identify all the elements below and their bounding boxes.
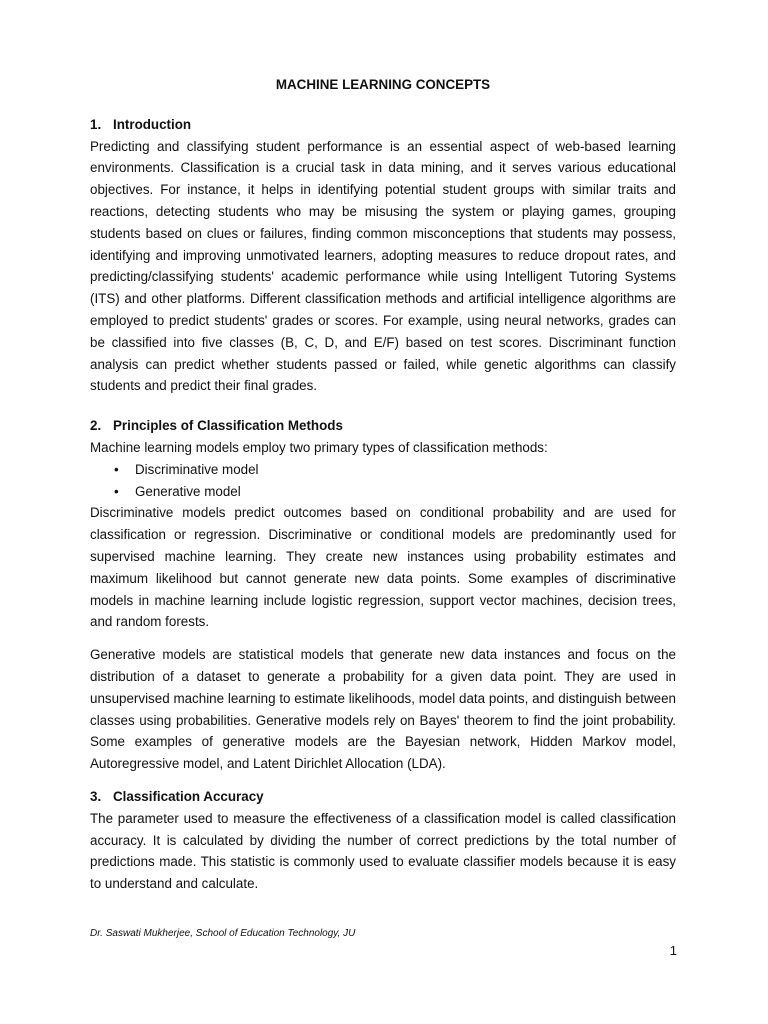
section-heading-introduction [90, 114, 676, 136]
introduction-paragraph: Predicting and classifying student performance is an essential aspect of web-based learning environments. Classification is a crucial task in data mining, and it serves various educational objectives. For instance, it helps in identifying potential student groups with similar traits and reactions, detecting students who may be misusing the system or playing games, grouping students based on clues or failures, finding common misconceptions that students may possess, identifying and improving unmotivated learners, adopting measures to reduce dropout rates, and predicting/classifying students' academic performance while using Intelligent Tutoring Systems (ITS) and other platforms. Different classification methods and artificial intelligence algorithms are employed to predict students' grades or scores. For example, using neural networks, grades can be classified into five classes (B, C, D, and E/F) based on test scores. Discriminant function analysis can predict whether students passed or failed, while genetic algorithms can classify students and predict their final grades. [90, 138, 676, 394]
list-item-label: Generative model [135, 483, 241, 499]
bullet-icon: • [114, 483, 119, 499]
page-number: 1 [669, 943, 677, 958]
section-number: 3. [90, 788, 102, 804]
page-title: MACHINE LEARNING CONCEPTS [275, 77, 491, 92]
section-title: Principles of Classification Methods [113, 418, 343, 434]
accuracy-paragraph: The parameter used to measure the effectiveness of a classification model is called classification accuracy. It is calculated by dividing the number of correct predictions by the total number of predictions made. This statistic is commonly used to evaluate classifier models because it is easy to understand and calculate. [90, 810, 676, 892]
list-item [114, 459, 676, 481]
bullet-icon: • [114, 461, 119, 477]
generative-paragraph: Generative models are statistical models that generate new data instances and focus on the distribution of a dataset to generate a probability for a given data point. They are used in unsupervised machine learning to estimate likelihoods, model data points, and distinguish between classes using probabilities. Generative models rely on Bayes' theorem to find the joint probability. Some examples of generative models are the Bayesian network, Hidden Markov model, Autoregressive model, and Latent Dirichlet Allocation (LDA). [90, 647, 676, 772]
page-footer: Dr. Saswati Mukherjee, School of Education Technology, JU [90, 928, 356, 939]
page-content [90, 74, 676, 895]
principles-intro: Machine learning models employ two primary types of classification methods: [90, 439, 548, 455]
list-item-label: Discriminative model [135, 461, 259, 477]
section-number: 1. [90, 116, 102, 132]
section-heading-accuracy [90, 786, 676, 808]
section-number: 2. [90, 418, 102, 434]
section-heading-principles [90, 415, 676, 437]
list-item [114, 481, 676, 503]
classification-methods-list [90, 459, 676, 503]
section-title: Classification Accuracy [113, 788, 264, 804]
section-title: Introduction [113, 116, 192, 132]
discriminative-paragraph: Discriminative models predict outcomes based on conditional probability and are used for classification or regression. Discriminative or conditional models are predominantly used for supervised machine learning. They create new instances using probability estimates and maximum likelihood but cannot generate new data points. Some examples of discriminative models in machine learning include logistic regression, support vector machines, decision trees, and random forests. [90, 505, 676, 630]
